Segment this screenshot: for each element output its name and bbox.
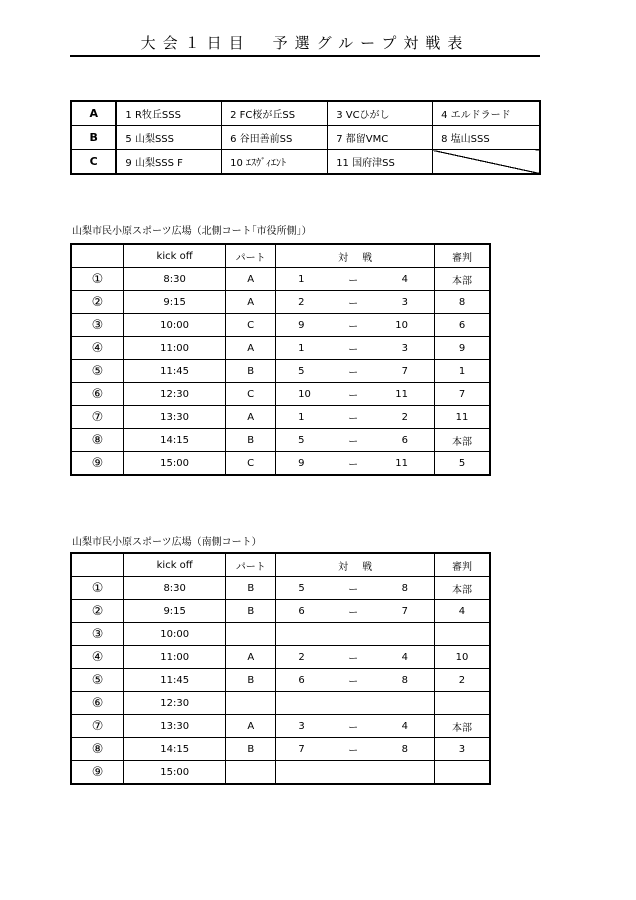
match-cell: [276, 577, 435, 600]
team-1: 1: [298, 342, 305, 354]
group-row: [71, 101, 540, 126]
team-2: 8: [401, 674, 408, 686]
versus-dash: ー: [348, 413, 359, 425]
match-cell: [276, 669, 435, 692]
versus-dash: ー: [348, 676, 359, 688]
team-cell: 7 都留VMC: [328, 126, 433, 150]
referee: 1: [435, 360, 490, 383]
match-number: ⑦: [71, 715, 124, 738]
group-table: [70, 100, 541, 175]
kickoff-time: 11:00: [124, 646, 226, 669]
referee: [434, 623, 490, 646]
match-pair: [276, 738, 434, 760]
group-part: B: [226, 360, 276, 383]
table-row: [71, 268, 490, 291]
versus-dash: ー: [348, 344, 359, 356]
referee: 6: [435, 314, 490, 337]
versus-dash: ー: [348, 390, 359, 402]
match-cell: [276, 406, 435, 429]
match-cell: [276, 600, 435, 623]
team-1: 9: [298, 457, 305, 469]
group-part: C: [226, 452, 276, 476]
header-no: [71, 244, 124, 268]
versus-dash: ー: [348, 459, 359, 471]
match-number: ③: [71, 623, 124, 646]
kickoff-time: 9:15: [124, 600, 226, 623]
kickoff-time: 12:30: [124, 383, 226, 406]
match-cell: [276, 314, 435, 337]
team-cell: 8 塩山SSS: [433, 126, 540, 150]
group-part: A: [226, 337, 276, 360]
venue-title-south: 山梨市民小原スポーツ広場（南側コート）: [72, 537, 262, 548]
match-cell: [276, 337, 435, 360]
kickoff-time: 10:00: [124, 623, 226, 646]
team-2: 10: [395, 319, 409, 331]
group-part: C: [226, 314, 276, 337]
kickoff-time: 14:15: [124, 738, 226, 761]
schedule-table-north: [70, 243, 491, 476]
team-1: 3: [298, 720, 305, 732]
versus-dash: ー: [348, 275, 359, 287]
team-cell: 3 VCひがし: [328, 101, 433, 126]
referee: 2: [434, 669, 490, 692]
match-number: ⑧: [71, 738, 124, 761]
match-pair: [276, 406, 434, 428]
kickoff-time: 15:00: [124, 761, 226, 785]
match-number: ⑨: [71, 761, 124, 785]
table-row: [71, 429, 490, 452]
venue-title-north: 山梨市民小原スポーツ広場（北側コート｢市役所側｣）: [72, 226, 312, 237]
team-cell: 9 山梨SSS F: [116, 150, 221, 175]
referee: 7: [435, 383, 490, 406]
match-cell: [276, 692, 435, 715]
group-name: C: [71, 150, 116, 175]
match-pair: [276, 761, 434, 783]
match-cell: [276, 738, 435, 761]
team-cell: 11 国府津SS: [328, 150, 433, 175]
match-number: ⑤: [71, 360, 124, 383]
match-pair: [276, 452, 434, 474]
group-part: C: [226, 383, 276, 406]
group-part: B: [226, 600, 276, 623]
table-row: [71, 738, 490, 761]
match-number: ⑧: [71, 429, 124, 452]
table-row: [71, 646, 490, 669]
match-number: ⑦: [71, 406, 124, 429]
page-title: 大会１日目 予選グループ対戦表: [70, 33, 540, 57]
match-pair: [276, 692, 434, 714]
group-name: A: [71, 101, 116, 126]
group-part: A: [226, 646, 276, 669]
versus-dash: ー: [348, 584, 359, 596]
team-1: 2: [298, 296, 305, 308]
team-2: 8: [401, 582, 408, 594]
team-2: 11: [395, 388, 409, 400]
referee: 8: [435, 291, 490, 314]
team-cell: 1 R牧丘SSS: [116, 101, 221, 126]
group-part: [226, 692, 276, 715]
match-pair: [276, 600, 434, 622]
kickoff-time: 14:15: [124, 429, 226, 452]
referee: 9: [435, 337, 490, 360]
header-referee: 審判: [435, 244, 490, 268]
group-part: B: [226, 429, 276, 452]
header-match: [276, 244, 435, 268]
referee: 本部: [434, 715, 490, 738]
header-match-label: 対戦: [338, 252, 387, 264]
header-kickoff: kick off: [124, 244, 226, 268]
match-number: ①: [71, 268, 124, 291]
versus-dash: ー: [348, 321, 359, 333]
referee: 本部: [435, 429, 490, 452]
match-number: ④: [71, 646, 124, 669]
match-number: ③: [71, 314, 124, 337]
team-2: 4: [401, 273, 409, 285]
match-number: ⑥: [71, 692, 124, 715]
match-cell: [276, 360, 435, 383]
team-cell: 5 山梨SSS: [116, 126, 221, 150]
referee: 本部: [434, 577, 490, 600]
group-part: [226, 761, 276, 785]
match-number: ②: [71, 600, 124, 623]
header-row: [71, 244, 490, 268]
match-pair: [276, 360, 434, 382]
team-cell: 6 谷田善前SS: [222, 126, 328, 150]
table-row: [71, 669, 490, 692]
schedule-table-south: [70, 552, 491, 785]
referee: [434, 761, 490, 785]
group-row: [71, 150, 540, 175]
match-cell: [276, 383, 435, 406]
table-row: [71, 291, 490, 314]
header-part: パート: [226, 244, 276, 268]
kickoff-time: 15:00: [124, 452, 226, 476]
table-row: [71, 314, 490, 337]
referee: 5: [435, 452, 490, 476]
kickoff-time: 8:30: [124, 268, 226, 291]
team-1: 5: [298, 434, 305, 446]
referee: 11: [435, 406, 490, 429]
referee: 本部: [435, 268, 490, 291]
match-cell: [276, 623, 435, 646]
group-part: B: [226, 577, 276, 600]
team-1: 6: [298, 605, 305, 617]
referee: [434, 692, 490, 715]
empty-slash-cell: [433, 150, 540, 175]
match-cell: [276, 429, 435, 452]
versus-dash: ー: [348, 367, 359, 379]
team-1: 1: [298, 273, 305, 285]
match-pair: [276, 715, 434, 737]
table-row: [71, 452, 490, 476]
team-cell: 2 FC桜が丘SS: [222, 101, 328, 126]
table-row: [71, 406, 490, 429]
match-pair: [276, 291, 434, 313]
match-number: ②: [71, 291, 124, 314]
team-1: 7: [298, 743, 305, 755]
header-referee: 審判: [434, 553, 490, 577]
match-cell: [276, 291, 435, 314]
group-row: [71, 126, 540, 150]
match-number: ⑤: [71, 669, 124, 692]
team-1: 2: [298, 651, 305, 663]
team-1: 6: [298, 674, 305, 686]
group-part: B: [226, 738, 276, 761]
match-pair: [276, 337, 434, 359]
kickoff-time: 11:00: [124, 337, 226, 360]
referee: 3: [434, 738, 490, 761]
kickoff-time: 13:30: [124, 406, 226, 429]
team-2: 11: [395, 457, 409, 469]
kickoff-time: 11:45: [124, 669, 226, 692]
team-2: 3: [401, 342, 409, 354]
table-row: [71, 623, 490, 646]
team-cell: 10 ｴｽｳﾞｨｴﾝﾄ: [222, 150, 328, 175]
table-row: [71, 692, 490, 715]
table-row: [71, 715, 490, 738]
kickoff-time: 13:30: [124, 715, 226, 738]
versus-dash: ー: [348, 745, 359, 757]
team-cell: 4 エルドラード: [433, 101, 540, 126]
match-pair: [276, 429, 434, 451]
table-row: [71, 761, 490, 785]
referee: 10: [434, 646, 490, 669]
versus-dash: ー: [348, 436, 359, 448]
team-2: 2: [401, 411, 409, 423]
match-pair: [276, 383, 434, 405]
match-pair: [276, 268, 434, 290]
team-1: 10: [298, 388, 311, 400]
table-row: [71, 360, 490, 383]
kickoff-time: 9:15: [124, 291, 226, 314]
match-number: ④: [71, 337, 124, 360]
team-1: 5: [298, 365, 305, 377]
group-part: [226, 623, 276, 646]
table-row: [71, 383, 490, 406]
header-match: [276, 553, 435, 577]
match-pair: [276, 577, 434, 599]
team-2: 3: [401, 296, 409, 308]
versus-dash: ー: [348, 298, 359, 310]
kickoff-time: 11:45: [124, 360, 226, 383]
header-kickoff: kick off: [124, 553, 226, 577]
header-row: [71, 553, 490, 577]
team-1: 9: [298, 319, 305, 331]
match-cell: [276, 452, 435, 476]
team-2: 4: [401, 651, 408, 663]
group-part: A: [226, 291, 276, 314]
team-2: 7: [401, 605, 408, 617]
team-2: 6: [401, 434, 409, 446]
header-part: パート: [226, 553, 276, 577]
kickoff-time: 12:30: [124, 692, 226, 715]
group-part: A: [226, 268, 276, 291]
referee: 4: [434, 600, 490, 623]
team-1: 1: [298, 411, 305, 423]
table-row: [71, 337, 490, 360]
match-pair: [276, 646, 434, 668]
versus-dash: ー: [348, 607, 359, 619]
table-row: [71, 600, 490, 623]
match-number: ⑨: [71, 452, 124, 476]
versus-dash: ー: [348, 722, 359, 734]
team-1: 5: [298, 582, 305, 594]
match-cell: [276, 761, 435, 785]
match-cell: [276, 646, 435, 669]
team-2: 4: [401, 720, 408, 732]
kickoff-time: 10:00: [124, 314, 226, 337]
match-cell: [276, 715, 435, 738]
group-part: A: [226, 406, 276, 429]
match-number: ①: [71, 577, 124, 600]
table-row: [71, 577, 490, 600]
kickoff-time: 8:30: [124, 577, 226, 600]
team-2: 8: [401, 743, 408, 755]
header-match-label: 対戦: [338, 561, 387, 573]
versus-dash: ー: [348, 653, 359, 665]
team-2: 7: [401, 365, 409, 377]
match-pair: [276, 669, 434, 691]
header-no: [71, 553, 124, 577]
match-pair: [276, 314, 434, 336]
group-part: A: [226, 715, 276, 738]
group-part: B: [226, 669, 276, 692]
group-name: B: [71, 126, 116, 150]
match-pair: [276, 623, 434, 645]
match-number: ⑥: [71, 383, 124, 406]
match-cell: [276, 268, 435, 291]
